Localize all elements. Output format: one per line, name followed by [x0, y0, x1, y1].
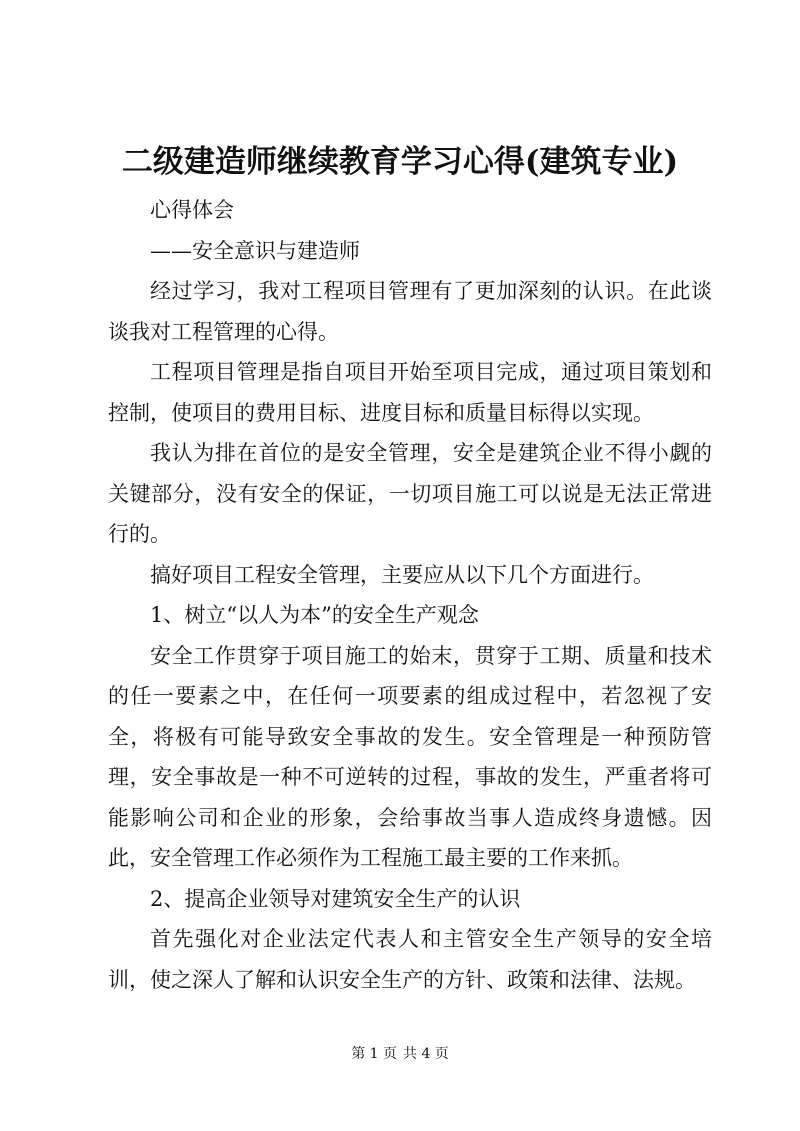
page-number: 第 1 页	[351, 1046, 397, 1062]
document-title: 二级建造师继续教育学习心得(建筑专业)	[121, 144, 679, 180]
paragraph-heading: 心得体会	[150, 198, 234, 222]
section-heading: 1、树立“以人为本”的安全生产观念	[150, 603, 479, 627]
paragraph: 我认为排在首位的是安全管理，安全是建筑企业不得小觑的关键部分，没有安全的保证，一切项目施工可以说是无法正常进行的。	[108, 441, 712, 546]
section-heading: 2、提高企业领导对建筑安全生产的认识	[150, 886, 521, 911]
paragraph: 安全工作贯穿于项目施工的始末，贯穿于工期、质量和技术的任一要素之中，在任何一项要素的组成过程中，若忽视了安全，将极有可能导致安全事故的发生。安全管理是一种预防管理，安全事故是一种不可逆转的过程，事故的发生，严重者将可能影响公司和企业的形象，会给事故当事人造成终身遗憾。因此，安全管理工作必须作为工程施工最主要的工作来抓。	[108, 643, 712, 870]
paragraph-subtitle: ——安全意识与建造师	[150, 238, 360, 263]
paragraph: 工程项目管理是指自项目开始至项目完成，通过项目策划和控制，使项目的费用目标、进度目标和质量目标得以实现。	[108, 360, 712, 425]
page-footer	[0, 1044, 800, 1064]
paragraph: 搞好项目工程安全管理，主要应从以下几个方面进行。	[150, 562, 654, 587]
paragraph: 经过学习，我对工程项目管理有了更加深刻的认识。在此谈谈我对工程管理的心得。	[108, 279, 712, 344]
page-total: 共 4 页	[403, 1046, 449, 1062]
document-body	[108, 190, 712, 1000]
paragraph: 首先强化对企业法定代表人和主管安全生产领导的安全培训，使之深人了解和认识安全生产的方针、政策和法律、法规。	[108, 927, 712, 992]
